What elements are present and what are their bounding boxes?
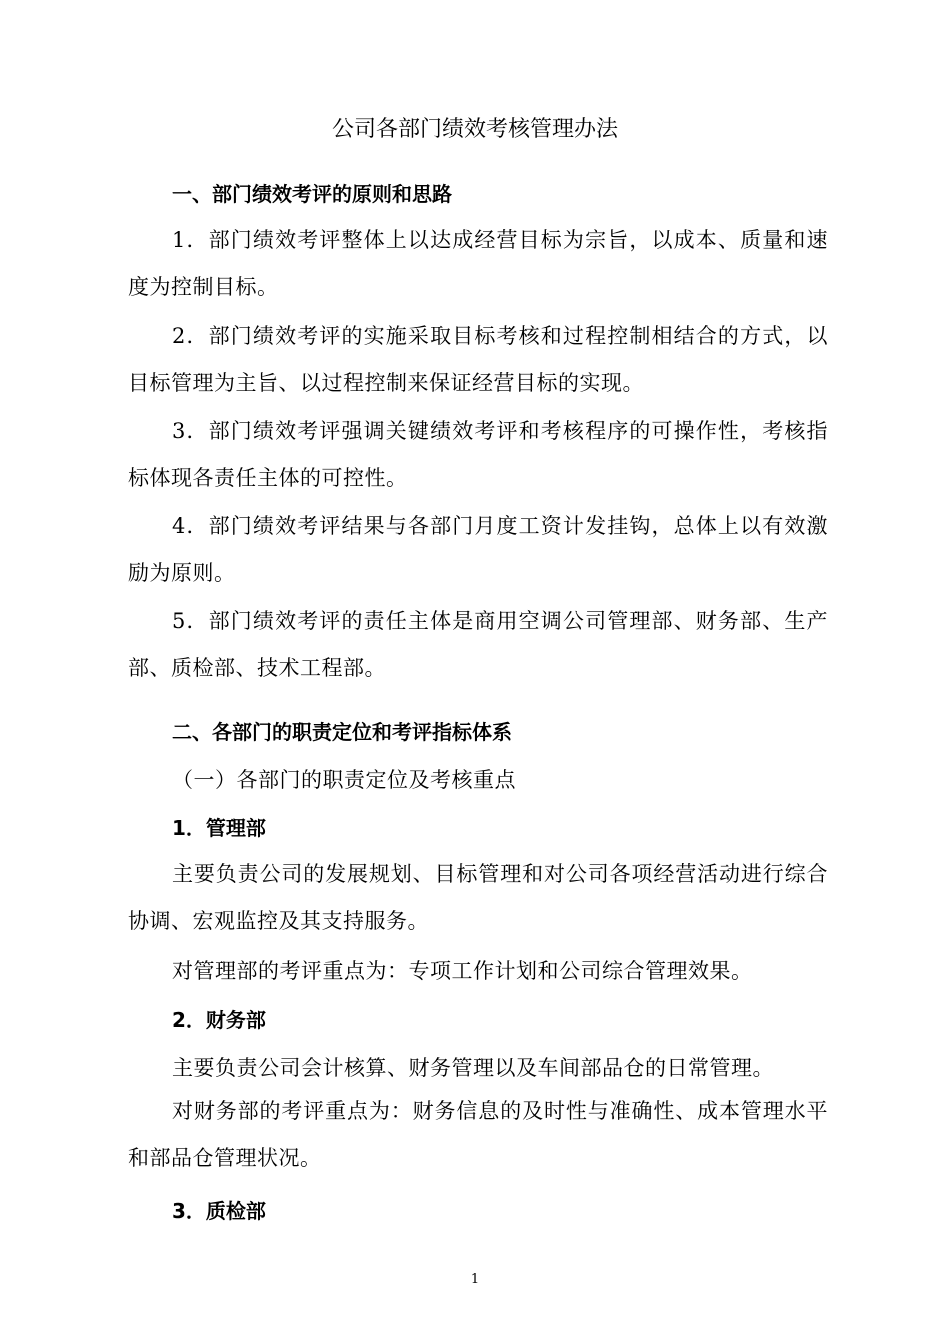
dept-management-focus: 对管理部的考评重点为：专项工作计划和公司综合管理效果。 xyxy=(172,959,753,983)
section-1-item-1: 1．部门绩效考评整体上以达成经营目标为宗旨，以成本、质量和速度为控制目标。 xyxy=(128,228,828,299)
page-number: 1 xyxy=(470,1272,480,1287)
dept-finance-focus: 对财务部的考评重点为：财务信息的及时性与准确性、成本管理水平和部品仓管理状况。 xyxy=(128,1099,828,1170)
document-title: 公司各部门绩效考核管理办法 xyxy=(331,117,618,142)
dept-quality-heading: 3．质检部 xyxy=(172,1199,266,1223)
section-1-item-3: 3．部门绩效考评强调关键绩效考评和考核程序的可操作性，考核指标体现各责任主体的可控性。 xyxy=(128,419,828,490)
dept-management-duty: 主要负责公司的发展规划、目标管理和对公司各项经营活动进行综合协调、宏观监控及其支持服务。 xyxy=(128,862,828,933)
dept-finance-heading: 2．财务部 xyxy=(172,1008,266,1032)
dept-finance-duty: 主要负责公司会计核算、财务管理以及车间部品仓的日常管理。 xyxy=(172,1056,774,1080)
section-1-item-4: 4．部门绩效考评结果与各部门月度工资计发挂钩，总体上以有效激励为原则。 xyxy=(128,514,828,585)
section-2-subheading: （一）各部门的职责定位及考核重点 xyxy=(172,768,516,792)
section-1-item-2: 2．部门绩效考评的实施采取目标考核和过程控制相结合的方式，以目标管理为主旨、以过程控制来保证经营目标的实现。 xyxy=(128,324,828,395)
dept-management-heading: 1．管理部 xyxy=(172,816,266,840)
section-2-heading: 二、各部门的职责定位和考评指标体系 xyxy=(172,720,512,744)
section-1-item-5: 5．部门绩效考评的责任主体是商用空调公司管理部、财务部、生产部、质检部、技术工程部。 xyxy=(128,609,828,680)
section-1-heading: 一、部门绩效考评的原则和思路 xyxy=(172,182,452,206)
